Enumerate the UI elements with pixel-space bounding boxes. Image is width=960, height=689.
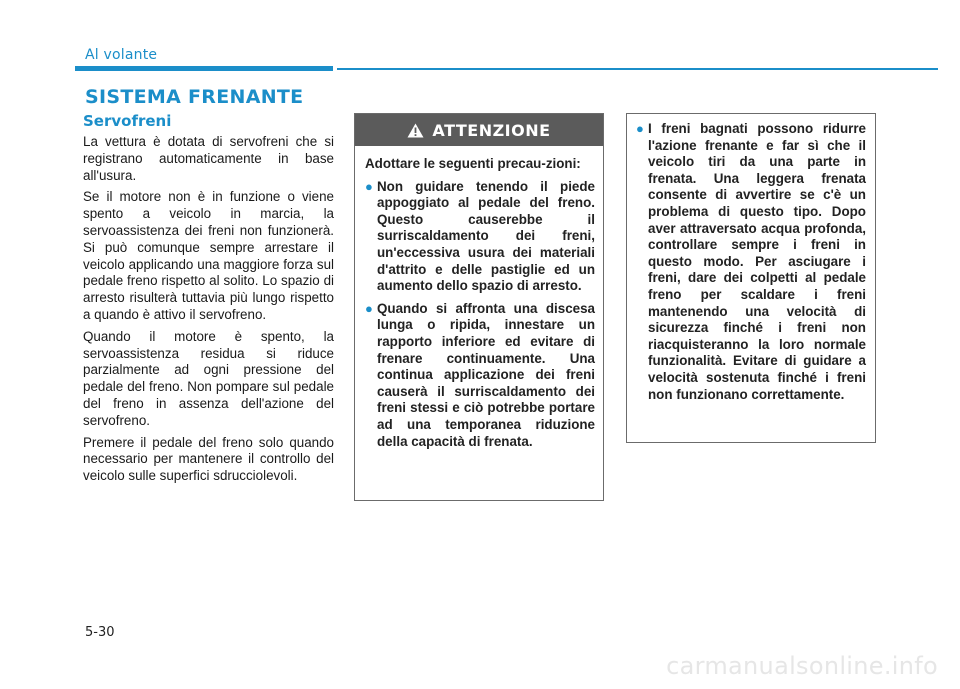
page-number: 5-30 bbox=[85, 625, 115, 640]
paragraph: Se il motore non è in funzione o viene spento a veicolo in marcia, la servoassistenza dei freni non funzionerà. Si può comunque sempre arrestare il veicolo applicando una maggiore forza sul pedale freno rispetto al solito. Lo spazio di arresto risulterà tuttavia più lungo rispetto a quando è attivo il servofreno. bbox=[83, 189, 334, 322]
warning-header bbox=[355, 114, 603, 146]
header-rule-thin bbox=[337, 68, 938, 70]
paragraph: Premere il pedale del freno solo quando necessario per mantenere il controllo del veicolo sulle superfici sdrucciolevoli. bbox=[83, 434, 334, 484]
paragraph: La vettura è dotata di servofreni che si registrano automaticamente in base all'usura. bbox=[83, 134, 334, 183]
watermark: carmanualsonline.info bbox=[666, 652, 938, 680]
warning-intro: Adottare le seguenti precau-zioni: bbox=[365, 156, 581, 171]
warning-bullet bbox=[365, 179, 595, 295]
bullet-icon: ● bbox=[636, 121, 644, 136]
warning-bullet bbox=[636, 121, 866, 403]
page-title: SISTEMA FRENANTE bbox=[85, 86, 304, 108]
warning-bullet-text: Quando si affronta una discesa lunga o ripida, innestare un rapporto inferiore ed evitare di frenare continuamente. Una continua applicazione dei freni causerà il surriscaldamento dei freni stessi e ciò potrebbe portare ad una temporanea riduzione della capacità di frenata. bbox=[377, 300, 595, 449]
bullet-icon: ● bbox=[365, 178, 373, 194]
body-text-column bbox=[83, 134, 334, 490]
warning-body bbox=[355, 146, 603, 450]
warning-bullet-text: Non guidare tenendo il piede appoggiato al pedale del freno. Questo causerebbe il surriscaldamento dei freni, un'eccessiva usura dei materiali d'attrito e delle pastiglie ed un aumento dello spazio di arresto. bbox=[377, 178, 595, 294]
section-label: Al volante bbox=[85, 47, 158, 63]
warning-header-label: ATTENZIONE bbox=[432, 120, 551, 140]
warning-continuation-box bbox=[626, 113, 876, 443]
warning-triangle-icon bbox=[407, 123, 424, 138]
header-rule-thick bbox=[75, 66, 333, 71]
warning-box bbox=[354, 113, 604, 501]
warning-bullet bbox=[365, 301, 595, 450]
section-subtitle: Servofreni bbox=[83, 112, 172, 130]
paragraph: Quando il motore è spento, la servoassistenza residua si riduce parzialmente ad ogni pressione del pedale del freno. Non pompare sul pedale del freno in assenza dell'azione del servofreno. bbox=[83, 328, 334, 428]
bullet-icon: ● bbox=[365, 300, 373, 316]
warning-bullet-text: I freni bagnati possono ridurre l'azione frenante e far sì che il veicolo tiri da una parte in frenata. Una leggera frenata consente di avvertire se c'è un problema di questo tipo. Dopo aver attraversato acqua profonda, controllare sempre i freni in questo modo. Per asciugare i freni, dare dei colpetti al pedale freno per scaldare i freni mantenendo una velocità di sicurezza finché i freni non riacquisteranno la loro normale funzionalità. Evitare di guidare a velocità sostenuta finché i freni non funzionano correttamente. bbox=[648, 121, 866, 402]
